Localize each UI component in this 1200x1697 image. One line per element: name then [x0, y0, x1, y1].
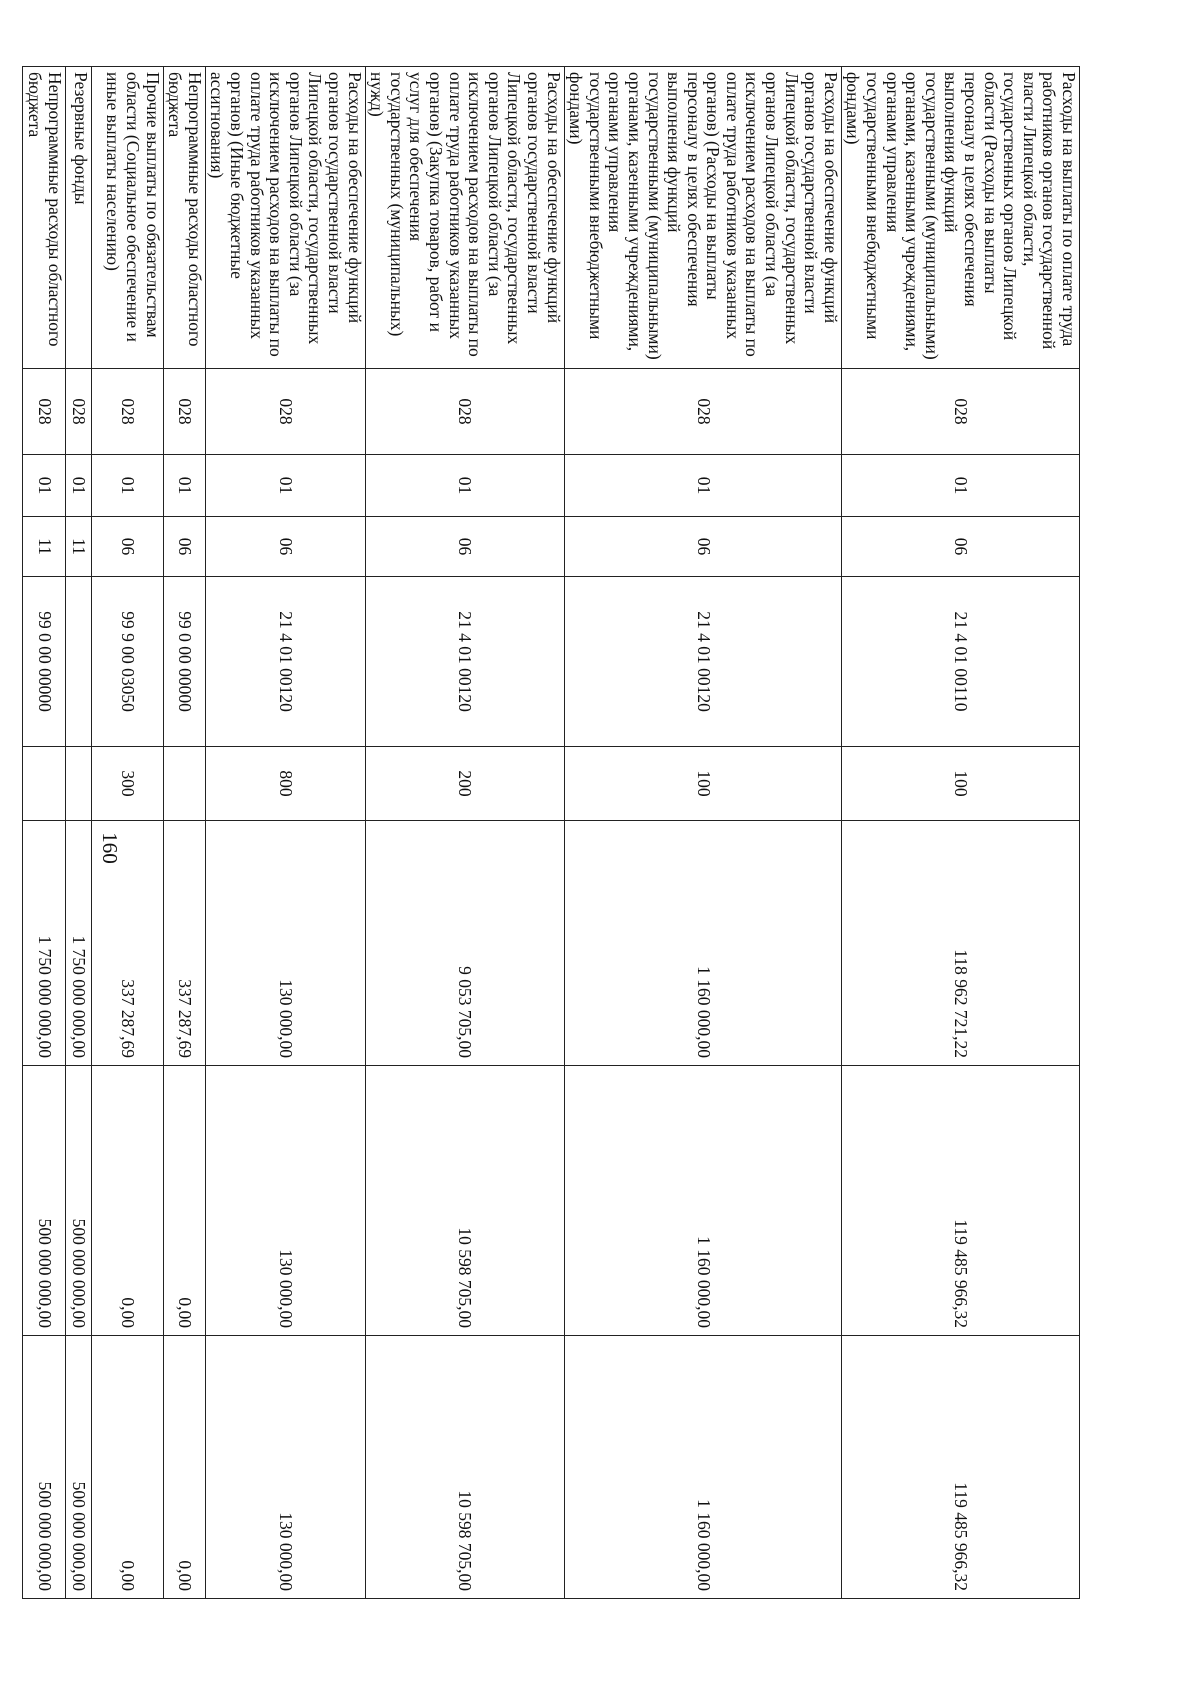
- expense-type-code: [65, 747, 91, 821]
- budget-table: [23, 66, 1081, 1599]
- expense-type-code: [163, 747, 205, 821]
- amount-3: 10 598 705,00: [365, 1336, 564, 1599]
- section-code: 01: [65, 455, 91, 517]
- subsection-code: 11: [65, 517, 91, 577]
- ministry-code: 028: [65, 369, 91, 455]
- row-name: Расходы на выплаты по оплате труда работников органов государственной власти Липецкой области, государственных органов Липецкой области (Расходы на выплаты персоналу в целях обеспечения выполнения функций государственными (муниципальными) органами, казенными учреждениями, органами управления государственными внебюджетными фондами): [841, 67, 1079, 369]
- table-row: [365, 67, 564, 1599]
- target-code: 99 0 00 00000: [23, 577, 65, 747]
- subsection-code: 06: [205, 517, 365, 577]
- amount-1: 337 287,69: [163, 821, 205, 1066]
- table-row: [23, 67, 65, 1599]
- row-name: Непрограммные расходы областного бюджета: [163, 67, 205, 369]
- amount-2: 500 000 000,00: [23, 1066, 65, 1336]
- section-code: 01: [841, 455, 1079, 517]
- table-row: [564, 67, 841, 1599]
- row-name: Расходы на обеспечение функций органов государственной власти Липецкой области, государственных органов Липецкой области (за исключением расходов на выплаты по оплате труда работников указанных органов) (Закупка товаров, работ и услуг для обеспечения государственных (муниципальных) нужд): [365, 67, 564, 369]
- section-code: 01: [205, 455, 365, 517]
- amount-3: 500 000 000,00: [23, 1336, 65, 1599]
- table-row: [163, 67, 205, 1599]
- amount-3: 119 485 966,32: [841, 1336, 1079, 1599]
- amount-2: 10 598 705,00: [365, 1066, 564, 1336]
- amount-1: 1 750 000 000,00: [23, 821, 65, 1066]
- amount-2: 130 000,00: [205, 1066, 365, 1336]
- ministry-code: 028: [841, 369, 1079, 455]
- subsection-code: 06: [365, 517, 564, 577]
- amount-3: 500 000 000,00: [65, 1336, 91, 1599]
- amount-2: 0,00: [91, 1066, 163, 1336]
- amount-1: 9 053 705,00: [365, 821, 564, 1066]
- amount-1: 130 000,00: [205, 821, 365, 1066]
- amount-1: 1 160 000,00: [564, 821, 841, 1066]
- target-code: 21 4 01 00110: [841, 577, 1079, 747]
- target-code: 99 9 00 03050: [91, 577, 163, 747]
- subsection-code: 06: [163, 517, 205, 577]
- subsection-code: 06: [841, 517, 1079, 577]
- row-name: Прочие выплаты по обязательствам области (Социальное обеспечение и иные выплаты населению): [91, 67, 163, 369]
- row-name: Непрограммные расходы областного бюджета: [23, 67, 65, 369]
- expense-type-code: 100: [564, 747, 841, 821]
- target-code: 21 4 01 00120: [365, 577, 564, 747]
- page-number: 160: [98, 832, 122, 864]
- amount-3: 130 000,00: [205, 1336, 365, 1599]
- section-code: 01: [564, 455, 841, 517]
- amount-2: 500 000 000,00: [65, 1066, 91, 1336]
- amount-3: 0,00: [91, 1336, 163, 1599]
- expense-type-code: 300: [91, 747, 163, 821]
- table-row: [65, 67, 91, 1599]
- amount-3: 1 160 000,00: [564, 1336, 841, 1599]
- target-code: 99 0 00 00000: [163, 577, 205, 747]
- amount-1: 118 962 721,22: [841, 821, 1079, 1066]
- ministry-code: 028: [564, 369, 841, 455]
- row-name: Резервные фонды: [65, 67, 91, 369]
- ministry-code: 028: [163, 369, 205, 455]
- amount-2: 1 160 000,00: [564, 1066, 841, 1336]
- target-code: [65, 577, 91, 747]
- expense-type-code: 800: [205, 747, 365, 821]
- amount-2: 0,00: [163, 1066, 205, 1336]
- expense-type-code: 200: [365, 747, 564, 821]
- section-code: 01: [91, 455, 163, 517]
- ministry-code: 028: [205, 369, 365, 455]
- ministry-code: 028: [365, 369, 564, 455]
- amount-1: 337 287,69: [91, 821, 163, 1066]
- table-row: [205, 67, 365, 1599]
- target-code: 21 4 01 00120: [205, 577, 365, 747]
- amount-3: 0,00: [163, 1336, 205, 1599]
- table-row: [91, 67, 163, 1599]
- row-name: Расходы на обеспечение функций органов государственной власти Липецкой области, государственных органов Липецкой области (за исключением расходов на выплаты по оплате труда работников указанных органов) (Расходы на выплаты персоналу в целях обеспечения выполнения функций государственными (муниципальными) органами, казенными учреждениями, органами управления государственными внебюджетными фондами): [564, 67, 841, 369]
- ministry-code: 028: [91, 369, 163, 455]
- row-name: Расходы на обеспечение функций органов государственной власти Липецкой области, государственных органов Липецкой области (за исключением расходов на выплаты по оплате труда работников указанных органов) (Иные бюджетные ассигнования): [205, 67, 365, 369]
- section-code: 01: [23, 455, 65, 517]
- section-code: 01: [163, 455, 205, 517]
- section-code: 01: [365, 455, 564, 517]
- target-code: 21 4 01 00120: [564, 577, 841, 747]
- table-row: [841, 67, 1079, 1599]
- amount-2: 119 485 966,32: [841, 1066, 1079, 1336]
- budget-table-rotated: [25, 66, 1080, 1598]
- subsection-code: 06: [564, 517, 841, 577]
- subsection-code: 11: [23, 517, 65, 577]
- ministry-code: 028: [23, 369, 65, 455]
- expense-type-code: 100: [841, 747, 1079, 821]
- subsection-code: 06: [91, 517, 163, 577]
- amount-1: 1 750 000 000,00: [65, 821, 91, 1066]
- expense-type-code: [23, 747, 65, 821]
